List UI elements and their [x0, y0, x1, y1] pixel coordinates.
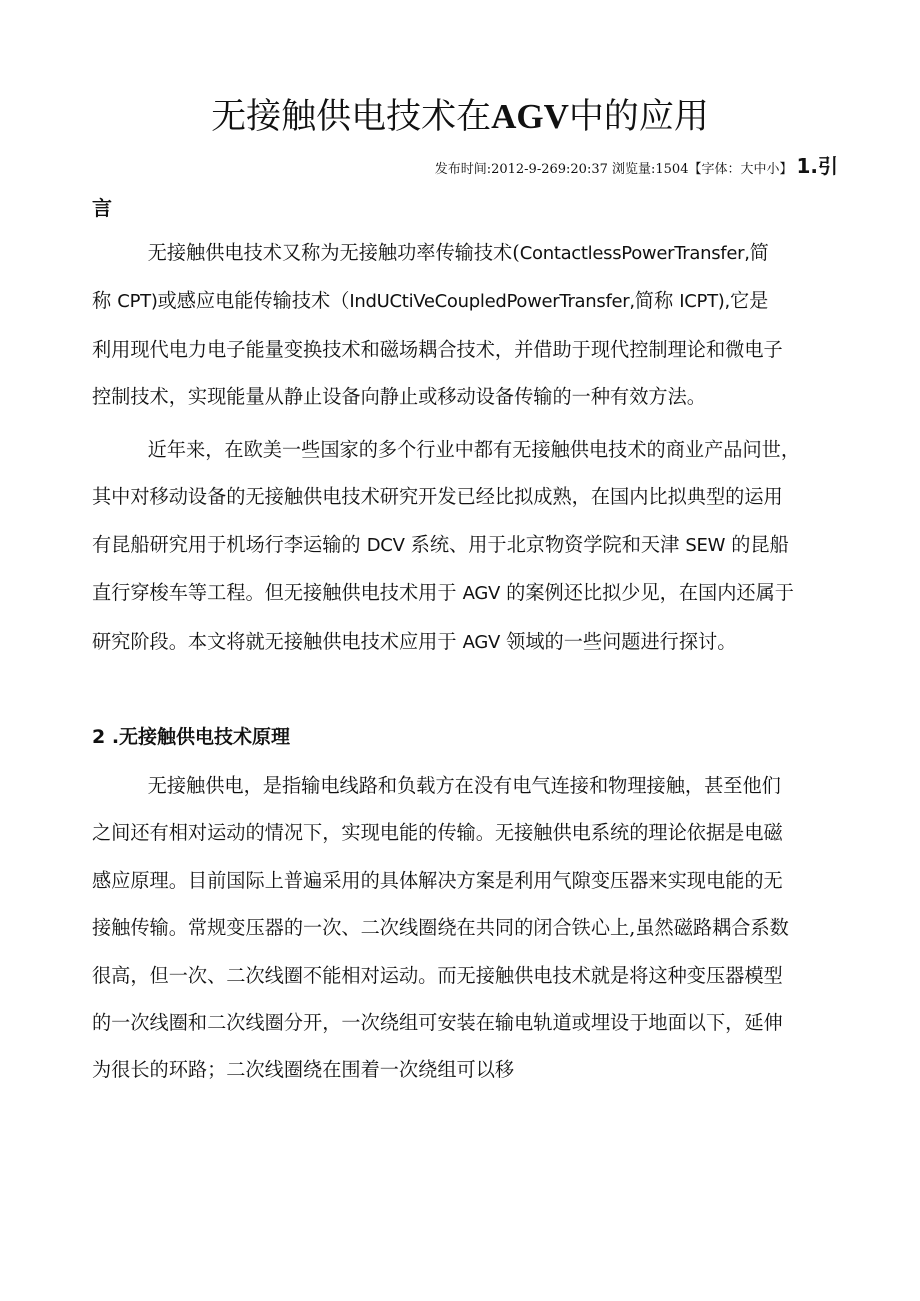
- title-bold-agv: AGV: [491, 97, 569, 136]
- publish-meta-line: [435, 151, 838, 185]
- text-run: 有昆船研究用于机场行李运输的: [92, 532, 367, 556]
- text-run: 系统、用于北京物资学院和天津: [404, 532, 686, 556]
- latin-term: IndUCtiVeCoupledPowerTransfer,: [349, 291, 635, 313]
- text-line: [92, 999, 828, 1046]
- text-run: 直行穿梭车等工程。但无接触供电技术用于: [92, 581, 463, 605]
- text-line: [92, 373, 828, 420]
- latin-term: AGV: [462, 631, 501, 653]
- text-run: 感应原理。目前国际上普遍采用的具体解决方案是利用气隙变压器来实现电能的无: [92, 868, 783, 892]
- text-run: 的案例还比拟少见，在国内还属于: [500, 581, 794, 605]
- text-run: 领域的一些问题进行探讨。: [500, 629, 737, 653]
- text-run: 无接触供电技术又称为无接触功率传输技术(: [147, 241, 520, 264]
- text-line: [92, 426, 828, 473]
- latin-term: ContactlessPowerTransfer,: [519, 243, 750, 264]
- text-line: [92, 809, 828, 856]
- text-run: 接触传输。常规变压器的一次、二次线圈绕在共同的闭合铁心上,虽然磁路耦合系数: [92, 916, 789, 940]
- section-1-heading-start: 1.引: [796, 154, 838, 178]
- text-run: 简: [749, 241, 769, 264]
- text-line: [92, 229, 828, 277]
- latin-term: CPT): [117, 291, 158, 313]
- text-line: [92, 326, 828, 373]
- text-run: 利用现代电力电子能量变换技术和磁场耦合技术，并借助于现代控制理论和微电子: [92, 337, 783, 361]
- text-run: 称: [92, 289, 118, 313]
- text-run: 为很长的环路；二次线圈绕在围着一次绕组可以移: [92, 1058, 515, 1082]
- text-run: 其中对移动设备的无接触供电技术研究开发已经比拟成熟，在国内比拟典型的运用: [92, 485, 783, 509]
- latin-term: ICPT),: [679, 291, 730, 313]
- text-line: [92, 762, 828, 809]
- latin-term: AGV: [462, 583, 501, 605]
- text-run: 无接触供电，是指输电线路和负载方在没有电气连接和物理接触，甚至他们: [147, 774, 781, 797]
- section-1-paragraph-2: [92, 426, 828, 666]
- document-title: [0, 92, 920, 142]
- text-run: 的一次线圈和二次线圈分开，一次绕组可安装在输电轨道或埋设于地面以下，延伸: [92, 1011, 783, 1035]
- text-line: [92, 1046, 828, 1093]
- section-1-paragraph-1: [92, 229, 828, 421]
- publish-meta: 发布时间:2012-9-269:20:37 浏览量:1504【字体：大中小】: [434, 162, 793, 177]
- latin-term: SEW: [685, 534, 726, 556]
- text-line: [92, 857, 828, 904]
- section-2-heading: 2 .无接触供电技术原理: [92, 726, 291, 748]
- text-run: 或感应电能传输技术（: [157, 289, 350, 313]
- text-line: [92, 904, 828, 951]
- latin-term: DCV: [366, 534, 405, 556]
- text-line: [92, 569, 828, 617]
- text-line: [92, 473, 828, 520]
- title-part-1: 无接触供电技术在: [211, 97, 492, 137]
- text-line: [92, 521, 828, 569]
- section-1-heading-end: 言: [92, 196, 112, 220]
- text-run: 简称: [634, 289, 680, 313]
- text-line: [92, 952, 828, 999]
- text-run: 的昆船: [725, 532, 789, 556]
- text-run: 很高，但一次、二次线圈不能相对运动。而无接触供电技术就是将这种变压器模型: [92, 963, 783, 987]
- text-run: 控制技术，实现能量从静止设备向静止或移动设备传输的一种有效方法。: [92, 385, 706, 409]
- text-line: [92, 618, 828, 666]
- section-2-paragraph-1: [92, 762, 828, 1094]
- text-run: 近年来，在欧美一些国家的多个行业中都有无接触供电技术的商业产品问世，: [147, 438, 801, 461]
- text-line: [92, 277, 828, 325]
- title-part-2: 中的应用: [568, 97, 709, 137]
- text-run: 它是: [729, 289, 769, 313]
- text-run: 研究阶段。本文将就无接触供电技术应用于: [92, 629, 463, 653]
- text-run: 之间还有相对运动的情况下，实现电能的传输。无接触供电系统的理论依据是电磁: [92, 821, 783, 845]
